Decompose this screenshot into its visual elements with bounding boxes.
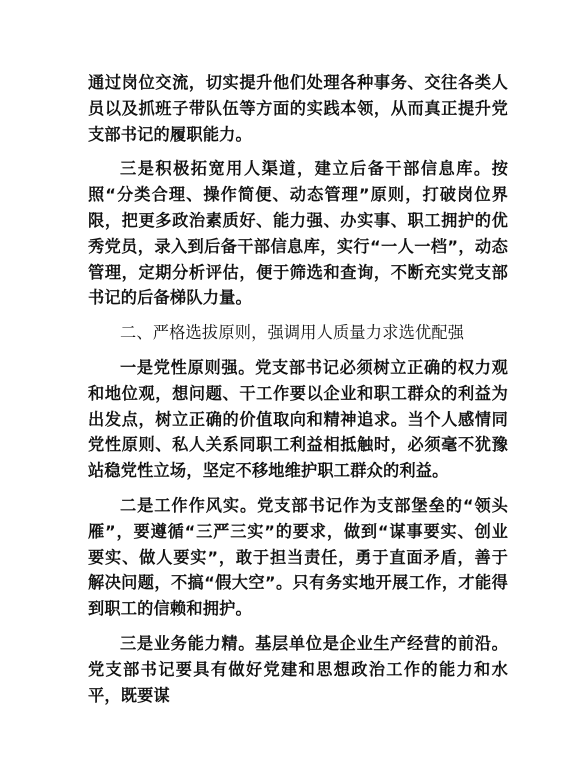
document-body bbox=[88, 70, 508, 717]
paragraph-3: 一是党性原则强。党支部书记必须树立正确的权力观和地位观，想问题、干工作要以企业和职工群众的利益为出发点，树立正确的价值取向和精神追求。当个人感情同党性原则、私人关系同职工利益相抵触时，必须毫不犹豫站稳党性立场，坚定不移地维护职工群众的利益。 bbox=[88, 357, 508, 481]
paragraph-2: 三是积极拓宽用人渠道，建立后备干部信息库。按照“分类合理、操作简便、动态管理”原则，打破岗位界限，把更多政治素质好、能力强、办实事、职工拥护的优秀党员，录入到后备干部信息库，实行“一人一档”，动态管理，定期分析评估，便于筛选和查询，不断充实党支部书记的后备梯队力量。 bbox=[88, 159, 508, 308]
paragraph-5: 三是业务能力精。基层单位是企业生产经营的前沿。党支部书记要具有做好党建和思想政治工作的能力和水平，既要谋 bbox=[88, 633, 508, 705]
paragraph-1: 通过岗位交流，切实提升他们处理各种事务、交往各类人员以及抓班子带队伍等方面的实践本领，从而真正提升党支部书记的履职能力。 bbox=[88, 73, 508, 144]
paragraph-4: 二是工作作风实。党支部书记作为支部堡垒的“领头雁”，要遵循“三严三实”的要求，做到“谋事要实、创业要实、做人要实”，敢于担当责任，勇于直面矛盾，善于解决问题，不搞“假大空”。只有务实地开展工作，才能得到职工的信赖和拥护。 bbox=[88, 495, 508, 619]
section-heading: 二、严格选拔原则，强调用人质量力求选优配强 bbox=[120, 323, 465, 343]
